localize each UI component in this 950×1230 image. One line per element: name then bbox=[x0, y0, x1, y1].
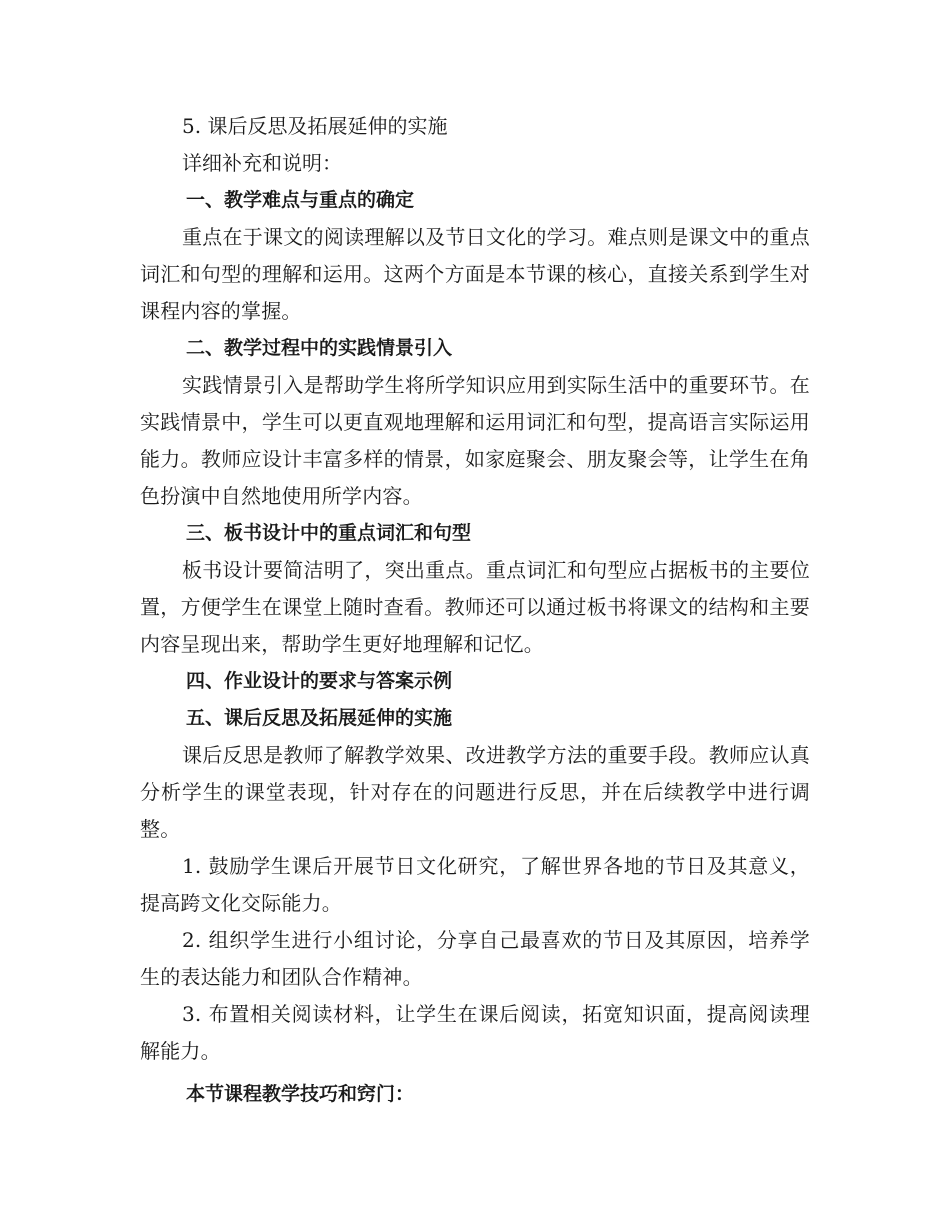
section-heading-5: 五、课后反思及拓展延伸的实施 bbox=[186, 707, 453, 729]
intro-note: 详细补充和说明： bbox=[182, 151, 342, 175]
document-page bbox=[140, 108, 810, 1113]
extension-item-2: 2. 组织学生进行小组讨论，分享自己最喜欢的节日及其原因，培养学生的表达能力和团队合作精神。 bbox=[140, 928, 810, 989]
section-1-paragraph: 重点在于课文的阅读理解以及节日文化的学习。难点则是课文中的重点词汇和句型的理解和运用。这两个方面是本节课的核心，直接关系到学生对课程内容的掌握。 bbox=[140, 225, 810, 323]
section-heading-4: 四、作业设计的要求与答案示例 bbox=[186, 670, 453, 692]
section-2-paragraph: 实践情景引入是帮助学生将所学知识应用到实际生活中的重要环节。在实践情景中，学生可以更直观地理解和运用词汇和句型，提高语言实际运用能力。教师应设计丰富多样的情景，如家庭聚会、朋友聚会等，让学生在角色扮演中自然地使用所学内容。 bbox=[140, 373, 810, 508]
section-heading-3: 三、板书设计中的重点词汇和句型 bbox=[186, 522, 472, 544]
intro-list-item: 5. 课后反思及拓展延伸的实施 bbox=[182, 114, 448, 138]
section-5-paragraph: 课后反思是教师了解教学效果、改进教学方法的重要手段。教师应认真分析学生的课堂表现，针对存在的问题进行反思，并在后续教学中进行调整。 bbox=[140, 743, 810, 841]
section-heading-1: 一、教学难点与重点的确定 bbox=[186, 189, 415, 211]
closing-heading: 本节课程教学技巧和窍门： bbox=[186, 1083, 415, 1105]
extension-item-1: 1. 鼓励学生课后开展节日文化研究，了解世界各地的节日及其意义，提高跨文化交际能力。 bbox=[140, 854, 810, 915]
section-heading-2: 二、教学过程中的实践情景引入 bbox=[186, 337, 453, 359]
extension-item-3: 3. 布置相关阅读材料，让学生在课后阅读，拓宽知识面，提高阅读理解能力。 bbox=[140, 1002, 810, 1063]
section-3-paragraph: 板书设计要简洁明了，突出重点。重点词汇和句型应占据板书的主要位置，方便学生在课堂上随时查看。教师还可以通过板书将课文的结构和主要内容呈现出来，帮助学生更好地理解和记忆。 bbox=[140, 558, 810, 656]
